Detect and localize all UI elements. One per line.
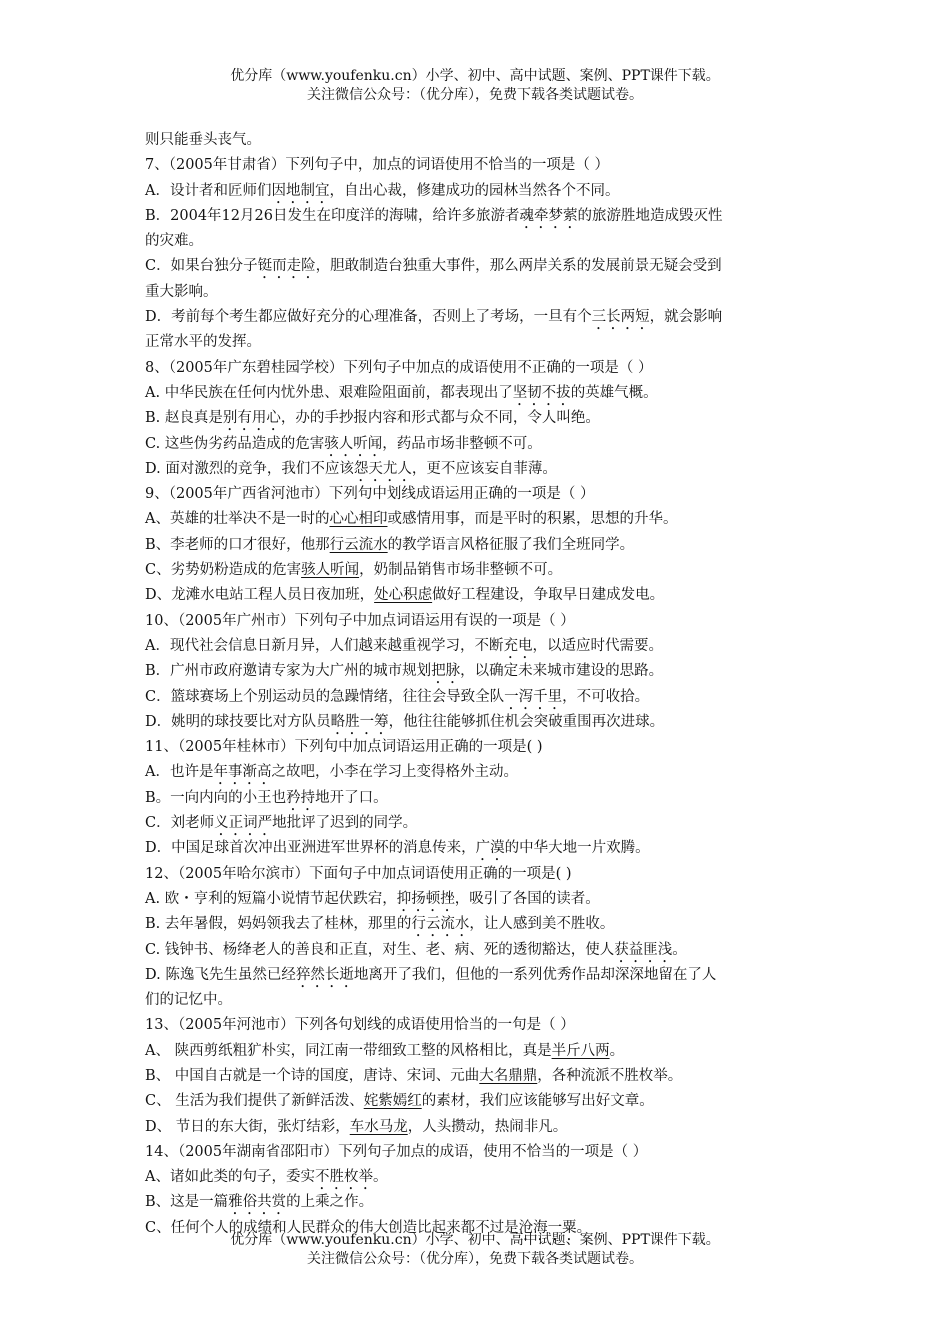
dotted-term: 行云流水 bbox=[411, 916, 470, 933]
dotted-term: 不胜枚举 bbox=[314, 1169, 373, 1186]
text-segment: D. 陈逸飞先生虽然已经 bbox=[145, 966, 296, 983]
text-segment: 13、（2005年河池市）下列各句划线的成语使用恰当的一句是（ ） bbox=[145, 1017, 575, 1034]
text-segment: ，各种流派不胜枚举。 bbox=[537, 1067, 683, 1084]
text-segment: 地开了口。 bbox=[315, 789, 388, 806]
text-segment: ，胆敢制造台独重大事件，那么两岸关系的发展前景无疑会受到 bbox=[315, 258, 722, 275]
dotted-term: 沧海一粟 bbox=[518, 1219, 577, 1236]
text-line bbox=[145, 1140, 815, 1165]
text-segment: 。 bbox=[372, 1169, 388, 1186]
text-line bbox=[145, 153, 815, 178]
text-line bbox=[145, 406, 815, 431]
dotted-term: 三长两短 bbox=[591, 309, 650, 326]
text-segment: C．刘老师 bbox=[145, 815, 215, 832]
footer-line-2: 关注微信公众号：（优分库），免费下载各类试题试卷。 bbox=[307, 1251, 643, 1267]
dotted-term: 略胜一筹 bbox=[330, 713, 389, 730]
text-line bbox=[145, 609, 815, 634]
text-segment: 11、（2005年桂林市）下列句中加点词语运用正确的一项是( ) bbox=[145, 739, 543, 756]
text-line bbox=[145, 887, 815, 912]
text-segment: D. 面对激烈的竞争，我们不应该 bbox=[145, 460, 354, 477]
text-line bbox=[145, 735, 815, 760]
text-line bbox=[145, 659, 815, 684]
text-segment: 重大影响。 bbox=[145, 283, 218, 300]
underlined-term: 骇人听闻 bbox=[301, 562, 360, 579]
text-line bbox=[145, 836, 815, 861]
text-segment: 或感情用事，而是平时的积累，思想的升华。 bbox=[387, 511, 678, 528]
text-segment: D．中国足球首次冲出亚洲进军世界杯的消息传来， bbox=[145, 840, 476, 857]
text-segment: 们的记忆中。 bbox=[145, 992, 232, 1009]
text-line bbox=[145, 356, 815, 381]
text-line bbox=[145, 179, 815, 204]
text-segment: 。 bbox=[672, 941, 687, 958]
text-line bbox=[145, 254, 815, 279]
text-segment: 地批评了迟到的同学。 bbox=[272, 815, 418, 832]
text-line bbox=[145, 988, 815, 1013]
text-segment: ，以确定未来城市建设的思路。 bbox=[460, 663, 664, 680]
underlined-term: 行云流水 bbox=[329, 536, 388, 553]
text-line bbox=[145, 1039, 815, 1064]
text-segment: 做好工程建设，争取早日建成发电。 bbox=[432, 587, 665, 604]
text-segment: ，药品市场非整顿不可。 bbox=[382, 435, 542, 452]
text-segment: 9、（2005年广西省河池市）下列句中划线成语运用正确的一项是（ ） bbox=[145, 486, 595, 503]
text-segment: D、 节日的东大街，张灯结彩， bbox=[145, 1118, 350, 1135]
footer-line-1: 优分库（www.youfenku.cn）小学、初中、高中试题、案例、PPT课件下载。 bbox=[230, 1232, 720, 1248]
text-segment: C、 生活为我们提供了新鲜活泼、 bbox=[145, 1093, 364, 1110]
text-segment: D．考前每个考生都应做好充分的心理准备，否则上了考场，一旦有个 bbox=[145, 309, 592, 326]
dotted-term: 雅俗共赏 bbox=[228, 1194, 287, 1211]
page-header bbox=[0, 67, 950, 105]
text-line bbox=[145, 204, 815, 229]
text-segment: B. 去年暑假，妈妈领我去了桂林，那里的 bbox=[145, 916, 412, 933]
dotted-term: 把脉 bbox=[431, 663, 461, 680]
text-segment: ，办的手抄报内容和形式都与众不同，令人叫绝。 bbox=[280, 410, 600, 427]
text-segment: A. 欧・亨利的短篇小说情节起伏跌宕， bbox=[145, 890, 397, 907]
dotted-term: 广漠 bbox=[475, 840, 505, 857]
text-segment: ，吸引了各国的读者。 bbox=[454, 890, 600, 907]
dotted-term: 抑扬顿挫 bbox=[396, 890, 455, 907]
dotted-term: 铤而走险 bbox=[257, 258, 316, 275]
text-segment: 则只能垂头丧气。 bbox=[145, 132, 261, 148]
text-segment: C．篮球赛场上个别运动员的急躁情绪，往往会导致全队 bbox=[145, 688, 505, 705]
text-line bbox=[145, 786, 815, 811]
text-segment: C. 钱钟书、杨绛老人的善良和正直，对生、老、病、死的透彻豁达，使人 bbox=[145, 941, 615, 958]
text-line bbox=[145, 558, 815, 583]
text-segment: B. 赵良真是 bbox=[145, 410, 223, 427]
text-segment: ，就会影响 bbox=[649, 309, 723, 326]
text-segment: B．广州市政府邀请专家为大广州的城市规划 bbox=[145, 663, 432, 680]
text-line bbox=[145, 1115, 815, 1140]
text-segment: A、诸如此类的句子，委实 bbox=[145, 1169, 315, 1186]
underlined-term: 处心积虑 bbox=[374, 587, 433, 604]
text-segment: C. 这些伪劣药品造成的危害 bbox=[145, 435, 325, 452]
text-line bbox=[145, 912, 815, 937]
text-segment: B。一向内向的小王也 bbox=[145, 789, 287, 806]
dotted-term: 魂牵梦萦 bbox=[519, 207, 578, 224]
dotted-term: 义正词严 bbox=[214, 815, 273, 832]
text-line bbox=[145, 760, 815, 785]
text-segment: B．2004年12月26日发生在印度洋的海啸，给许多旅游者 bbox=[145, 207, 520, 224]
text-segment: ，人头攒动，热闹非凡。 bbox=[407, 1118, 568, 1135]
text-segment: ，自出心裁，修建成功的园林当然各个不同。 bbox=[329, 182, 620, 199]
text-segment: D、龙滩水电站工程人员日夜加班， bbox=[145, 587, 375, 604]
text-segment: 14、（2005年湖南省邵阳市）下列句子加点的成语，使用不恰当的一项是（ ） bbox=[145, 1143, 648, 1160]
text-line bbox=[145, 1064, 815, 1089]
text-segment: 的中华大地一片欢腾。 bbox=[504, 840, 650, 857]
text-segment: D．姚明的球技要比对方队员 bbox=[145, 713, 331, 730]
page-footer bbox=[0, 1231, 950, 1269]
header-line-2: 关注微信公众号：（优分库），免费下载各类试题试卷。 bbox=[307, 87, 643, 103]
text-line bbox=[145, 457, 815, 482]
text-segment: A．设计者和匠师们 bbox=[145, 182, 272, 199]
text-segment: 。 bbox=[576, 1219, 592, 1236]
dotted-term: 获益匪浅 bbox=[614, 941, 673, 958]
underlined-term: 半斤八两 bbox=[551, 1042, 610, 1059]
text-line bbox=[145, 507, 815, 532]
text-segment: 地离开了我们，但他的一系列优秀作品却深深地留在了人 bbox=[353, 966, 717, 983]
text-line bbox=[145, 1165, 815, 1190]
header-line-1: 优分库（www.youfenku.cn）小学、初中、高中试题、案例、PPT课件下载。 bbox=[230, 68, 720, 84]
text-line bbox=[145, 634, 815, 659]
underlined-term: 大名鼎鼎 bbox=[479, 1067, 538, 1084]
text-segment: 。 bbox=[609, 1042, 625, 1059]
text-segment: 的灾难。 bbox=[145, 233, 203, 250]
document-body bbox=[145, 128, 815, 1241]
dotted-term: 别有用心 bbox=[222, 410, 281, 427]
text-line bbox=[145, 482, 815, 507]
text-line bbox=[145, 1190, 815, 1215]
text-line bbox=[145, 583, 815, 608]
text-segment: 8、（2005年广东碧桂园学校）下列句子中加点的成语使用不正确的一项是（ ） bbox=[145, 359, 653, 376]
text-segment: 的英雄气概。 bbox=[570, 384, 658, 401]
text-segment: A、 陕西剪纸粗犷朴实，同江南一带细致工整的风格相比，真是 bbox=[145, 1042, 552, 1059]
text-segment: 的素材，我们应该能够写出好文章。 bbox=[421, 1093, 654, 1110]
text-segment: 12、（2005年哈尔滨市）下面句子中加点词语使用正确的一项是( ) bbox=[145, 865, 572, 882]
dotted-term: 充电 bbox=[503, 637, 533, 654]
text-segment: 7、（2005年甘肃省）下列句子中，加点的词语使用不恰当的一项是（ ） bbox=[145, 157, 609, 174]
text-line bbox=[145, 1089, 815, 1114]
underlined-term: 姹紫嫣红 bbox=[363, 1093, 422, 1110]
text-line bbox=[145, 1013, 815, 1038]
text-line bbox=[145, 305, 815, 330]
text-segment: ，不可收拾。 bbox=[562, 688, 650, 705]
text-line bbox=[145, 381, 815, 406]
dotted-term: 因地制宜 bbox=[271, 182, 330, 199]
text-line bbox=[145, 533, 815, 558]
text-segment: B、这是一篇 bbox=[145, 1194, 229, 1211]
text-line bbox=[145, 938, 815, 963]
text-line bbox=[145, 280, 815, 305]
text-segment: ，奶制品销售市场非整顿不可。 bbox=[359, 562, 563, 579]
dotted-term: 猝然长逝 bbox=[295, 966, 354, 983]
text-segment: 10、（2005年广州市）下列句子中加点词语运用有误的一项是（ ） bbox=[145, 612, 575, 629]
dotted-term: 坚韧不拔 bbox=[512, 384, 571, 401]
text-line bbox=[145, 710, 815, 735]
text-segment: 的教学语言风格征服了我们全班同学。 bbox=[387, 536, 635, 553]
text-line bbox=[145, 963, 815, 988]
text-segment: A．现代社会信息日新月异，人们越来越重视学习，不断 bbox=[145, 637, 504, 654]
dotted-term: 年事渐高 bbox=[213, 764, 272, 781]
text-segment: C．如果台独分子 bbox=[145, 258, 258, 275]
text-segment: 的上乘之作。 bbox=[286, 1194, 374, 1211]
text-segment: 的旅游胜地造成毁灭性 bbox=[577, 207, 723, 224]
dotted-term: 怨天尤人 bbox=[353, 460, 412, 477]
text-segment: ，让人感到美不胜收。 bbox=[469, 916, 615, 933]
text-segment: C、劣势奶粉造成的危害 bbox=[145, 562, 302, 579]
text-line bbox=[145, 862, 815, 887]
text-line bbox=[145, 685, 815, 710]
text-segment: A．也许是 bbox=[145, 764, 214, 781]
text-segment: A、英雄的壮举决不是一时的 bbox=[145, 511, 330, 528]
text-segment: 正常水平的发挥。 bbox=[145, 334, 261, 351]
dotted-term: 一泻千里 bbox=[504, 688, 563, 705]
text-segment: ，以适应时代需要。 bbox=[532, 637, 663, 654]
text-segment: B、李老师的口才很好，他那 bbox=[145, 536, 330, 553]
text-segment: B、 中国自古就是一个诗的国度，唐诗、宋词、元曲 bbox=[145, 1067, 480, 1084]
dotted-term: 矜持 bbox=[286, 789, 316, 806]
text-line bbox=[145, 128, 815, 153]
text-segment: C、任何个人的成绩和人民群众的伟大创造比起来都不过是 bbox=[145, 1219, 519, 1236]
text-line bbox=[145, 432, 815, 457]
text-line bbox=[145, 229, 815, 254]
text-segment: A. 中华民族在任何内忧外患、艰难险阻面前，都表现出了 bbox=[145, 384, 513, 401]
underlined-term: 车水马龙 bbox=[349, 1118, 408, 1135]
text-segment: ，更不应该妄自菲薄。 bbox=[411, 460, 557, 477]
text-line bbox=[145, 330, 815, 355]
underlined-term: 心心相印 bbox=[329, 511, 388, 528]
text-segment: ，他往往能够抓住机会突破重围再次进球。 bbox=[388, 713, 665, 730]
text-line bbox=[145, 811, 815, 836]
dotted-term: 骇人听闻 bbox=[324, 435, 383, 452]
text-segment: 之故吧，小李在学习上变得格外主动。 bbox=[271, 764, 518, 781]
